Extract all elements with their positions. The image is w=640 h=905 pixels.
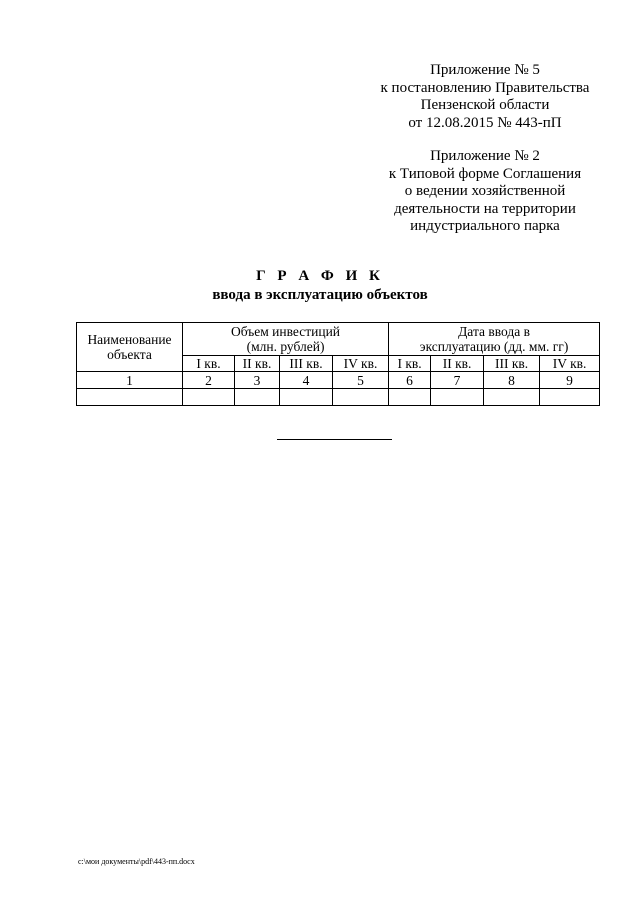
empty-cell [431, 389, 484, 406]
empty-cell [280, 389, 333, 406]
quarter-cell: II кв. [431, 356, 484, 372]
empty-cell [389, 389, 431, 406]
column-number: 6 [389, 372, 431, 389]
column-number: 3 [235, 372, 280, 389]
quarter-cell: III кв. [280, 356, 333, 372]
header-object-name: Наименование объекта [77, 323, 183, 372]
appendix-line: деятельности на территории [394, 200, 576, 217]
title-subtitle: ввода в эксплуатацию объектов [212, 287, 428, 303]
quarter-cell: II кв. [235, 356, 280, 372]
closing-line-divider [277, 439, 392, 440]
header-commission-date: Дата ввода в эксплуатацию (дд. мм. гг) [389, 323, 600, 356]
appendix-2-header [360, 148, 610, 236]
column-number: 8 [484, 372, 540, 389]
appendix-line: Приложение № 2 [430, 148, 540, 164]
empty-cell [183, 389, 235, 406]
table-header-row [77, 323, 600, 356]
column-number: 4 [280, 372, 333, 389]
table-number-row [77, 372, 600, 389]
appendix-5-header [360, 62, 610, 132]
appendix-line: от 12.08.2015 № 443-пП [408, 114, 562, 131]
empty-cell [540, 389, 600, 406]
quarter-cell: III кв. [484, 356, 540, 372]
quarter-cell: IV кв. [540, 356, 600, 372]
quarter-cell: I кв. [389, 356, 431, 372]
document-title [0, 267, 640, 305]
quarter-cell: I кв. [183, 356, 235, 372]
column-number: 5 [333, 372, 389, 389]
footer-file-path: c:\мои документы\pdf\443-пп.docx [78, 857, 195, 866]
column-number: 7 [431, 372, 484, 389]
quarter-cell: IV кв. [333, 356, 389, 372]
empty-cell [235, 389, 280, 406]
appendix-line: о ведении хозяйственной [404, 183, 566, 199]
schedule-table [76, 322, 600, 406]
table-row [77, 389, 600, 406]
column-number: 1 [77, 372, 183, 389]
empty-cell [484, 389, 540, 406]
title-main: Г Р А Ф И К [256, 268, 384, 284]
appendix-line: индустриального парка [410, 218, 560, 234]
appendix-line: к Типовой форме Соглашения [388, 165, 582, 182]
header-investment: Объем инвестиций (млн. рублей) [183, 323, 389, 356]
column-number: 9 [540, 372, 600, 389]
column-number: 2 [183, 372, 235, 389]
appendix-line: к постановлению Правительства [380, 79, 590, 96]
appendix-line: Пензенской области [420, 97, 550, 113]
empty-cell [333, 389, 389, 406]
empty-cell [77, 389, 183, 406]
appendix-line: Приложение № 5 [430, 62, 540, 78]
